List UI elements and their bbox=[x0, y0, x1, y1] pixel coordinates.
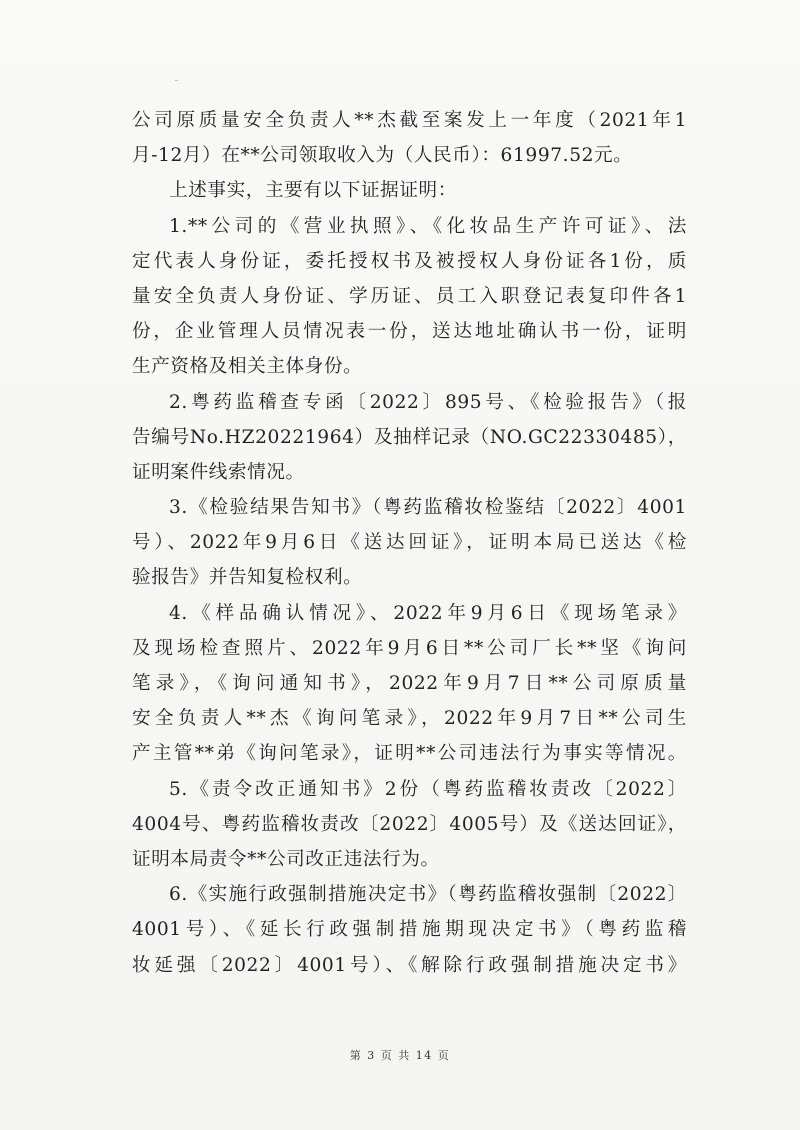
text-line: 量安全负责人身份证、学历证、员工入职登记表复印件各1 bbox=[132, 285, 687, 307]
text-line: 1.**公司的《营业执照》、《化妆品生产许可证》、法 bbox=[169, 215, 687, 237]
text-line: 上述事实，主要有以下证据证明： bbox=[169, 180, 457, 202]
text-line: 安全负责人**杰《询问笔录》，2022年9月7日**公司生 bbox=[132, 708, 687, 730]
text-line: 生产资格及相关主体身份。 bbox=[132, 356, 363, 378]
text-line: 证明本局责令**公司改正违法行为。 bbox=[132, 848, 440, 870]
text-line: 验报告》并告知复检权利。 bbox=[132, 567, 363, 589]
text-line: 4001号）、《延长行政强制措施期现决定书》（粤药监稽 bbox=[132, 919, 687, 941]
text-line: 3.《检验结果告知书》（粤药监稽妆检鉴结〔2022〕4001 bbox=[169, 497, 687, 519]
text-line: 妆延强〔2022〕4001号）、《解除行政强制措施决定书》 bbox=[132, 954, 687, 976]
text-line: 笔录》，《询问通知书》，2022年9月7日**公司原质量 bbox=[132, 673, 687, 694]
text-line: 2.粤药监稽查专函〔2022〕895号、《检验报告》（报 bbox=[169, 391, 687, 413]
text-line: 定代表人身份证，委托授权书及被授权人身份证各1份，质 bbox=[132, 250, 687, 272]
text-line: 号）、2022年9月6日《送达回证》，证明本局已送达《检 bbox=[132, 532, 687, 554]
text-line: 4.《样品确认情况》、2022年9月6日《现场笔录》 bbox=[169, 602, 687, 624]
text-line: 公司原质量安全负责人**杰截至案发上一年度（2021年1 bbox=[132, 110, 687, 131]
text-line: 告编号No.HZ20221964）及抽样记录（NO.GC22330485）， bbox=[132, 426, 687, 448]
scan-speck bbox=[175, 80, 178, 81]
text-line: 6.《实施行政强制措施决定书》（粤药监稽妆强制〔2022〕 bbox=[169, 884, 687, 906]
text-line: 证明案件线索情况。 bbox=[132, 461, 305, 483]
page-footer: 第 3 页 共 14 页 bbox=[349, 1049, 451, 1062]
text-line: 产主管**弟《询问笔录》，证明**公司违法行为事实等情况。 bbox=[132, 743, 687, 765]
document-body bbox=[132, 103, 687, 983]
text-line: 4004号、粤药监稽妆责改〔2022〕4005号）及《送达回证》， bbox=[132, 813, 687, 835]
text-line: 5.《责令改正通知书》2份（粤药监稽妆责改〔2022〕 bbox=[169, 778, 687, 800]
text-line: 份，企业管理人员情况表一份，送达地址确认书一份，证明 bbox=[132, 321, 687, 343]
text-line: 及现场检查照片、2022年9月6日**公司厂长**坚《询问 bbox=[132, 637, 687, 659]
text-line: 月-12月）在**公司领取收入为（人民币）：61997.52元。 bbox=[132, 145, 633, 167]
